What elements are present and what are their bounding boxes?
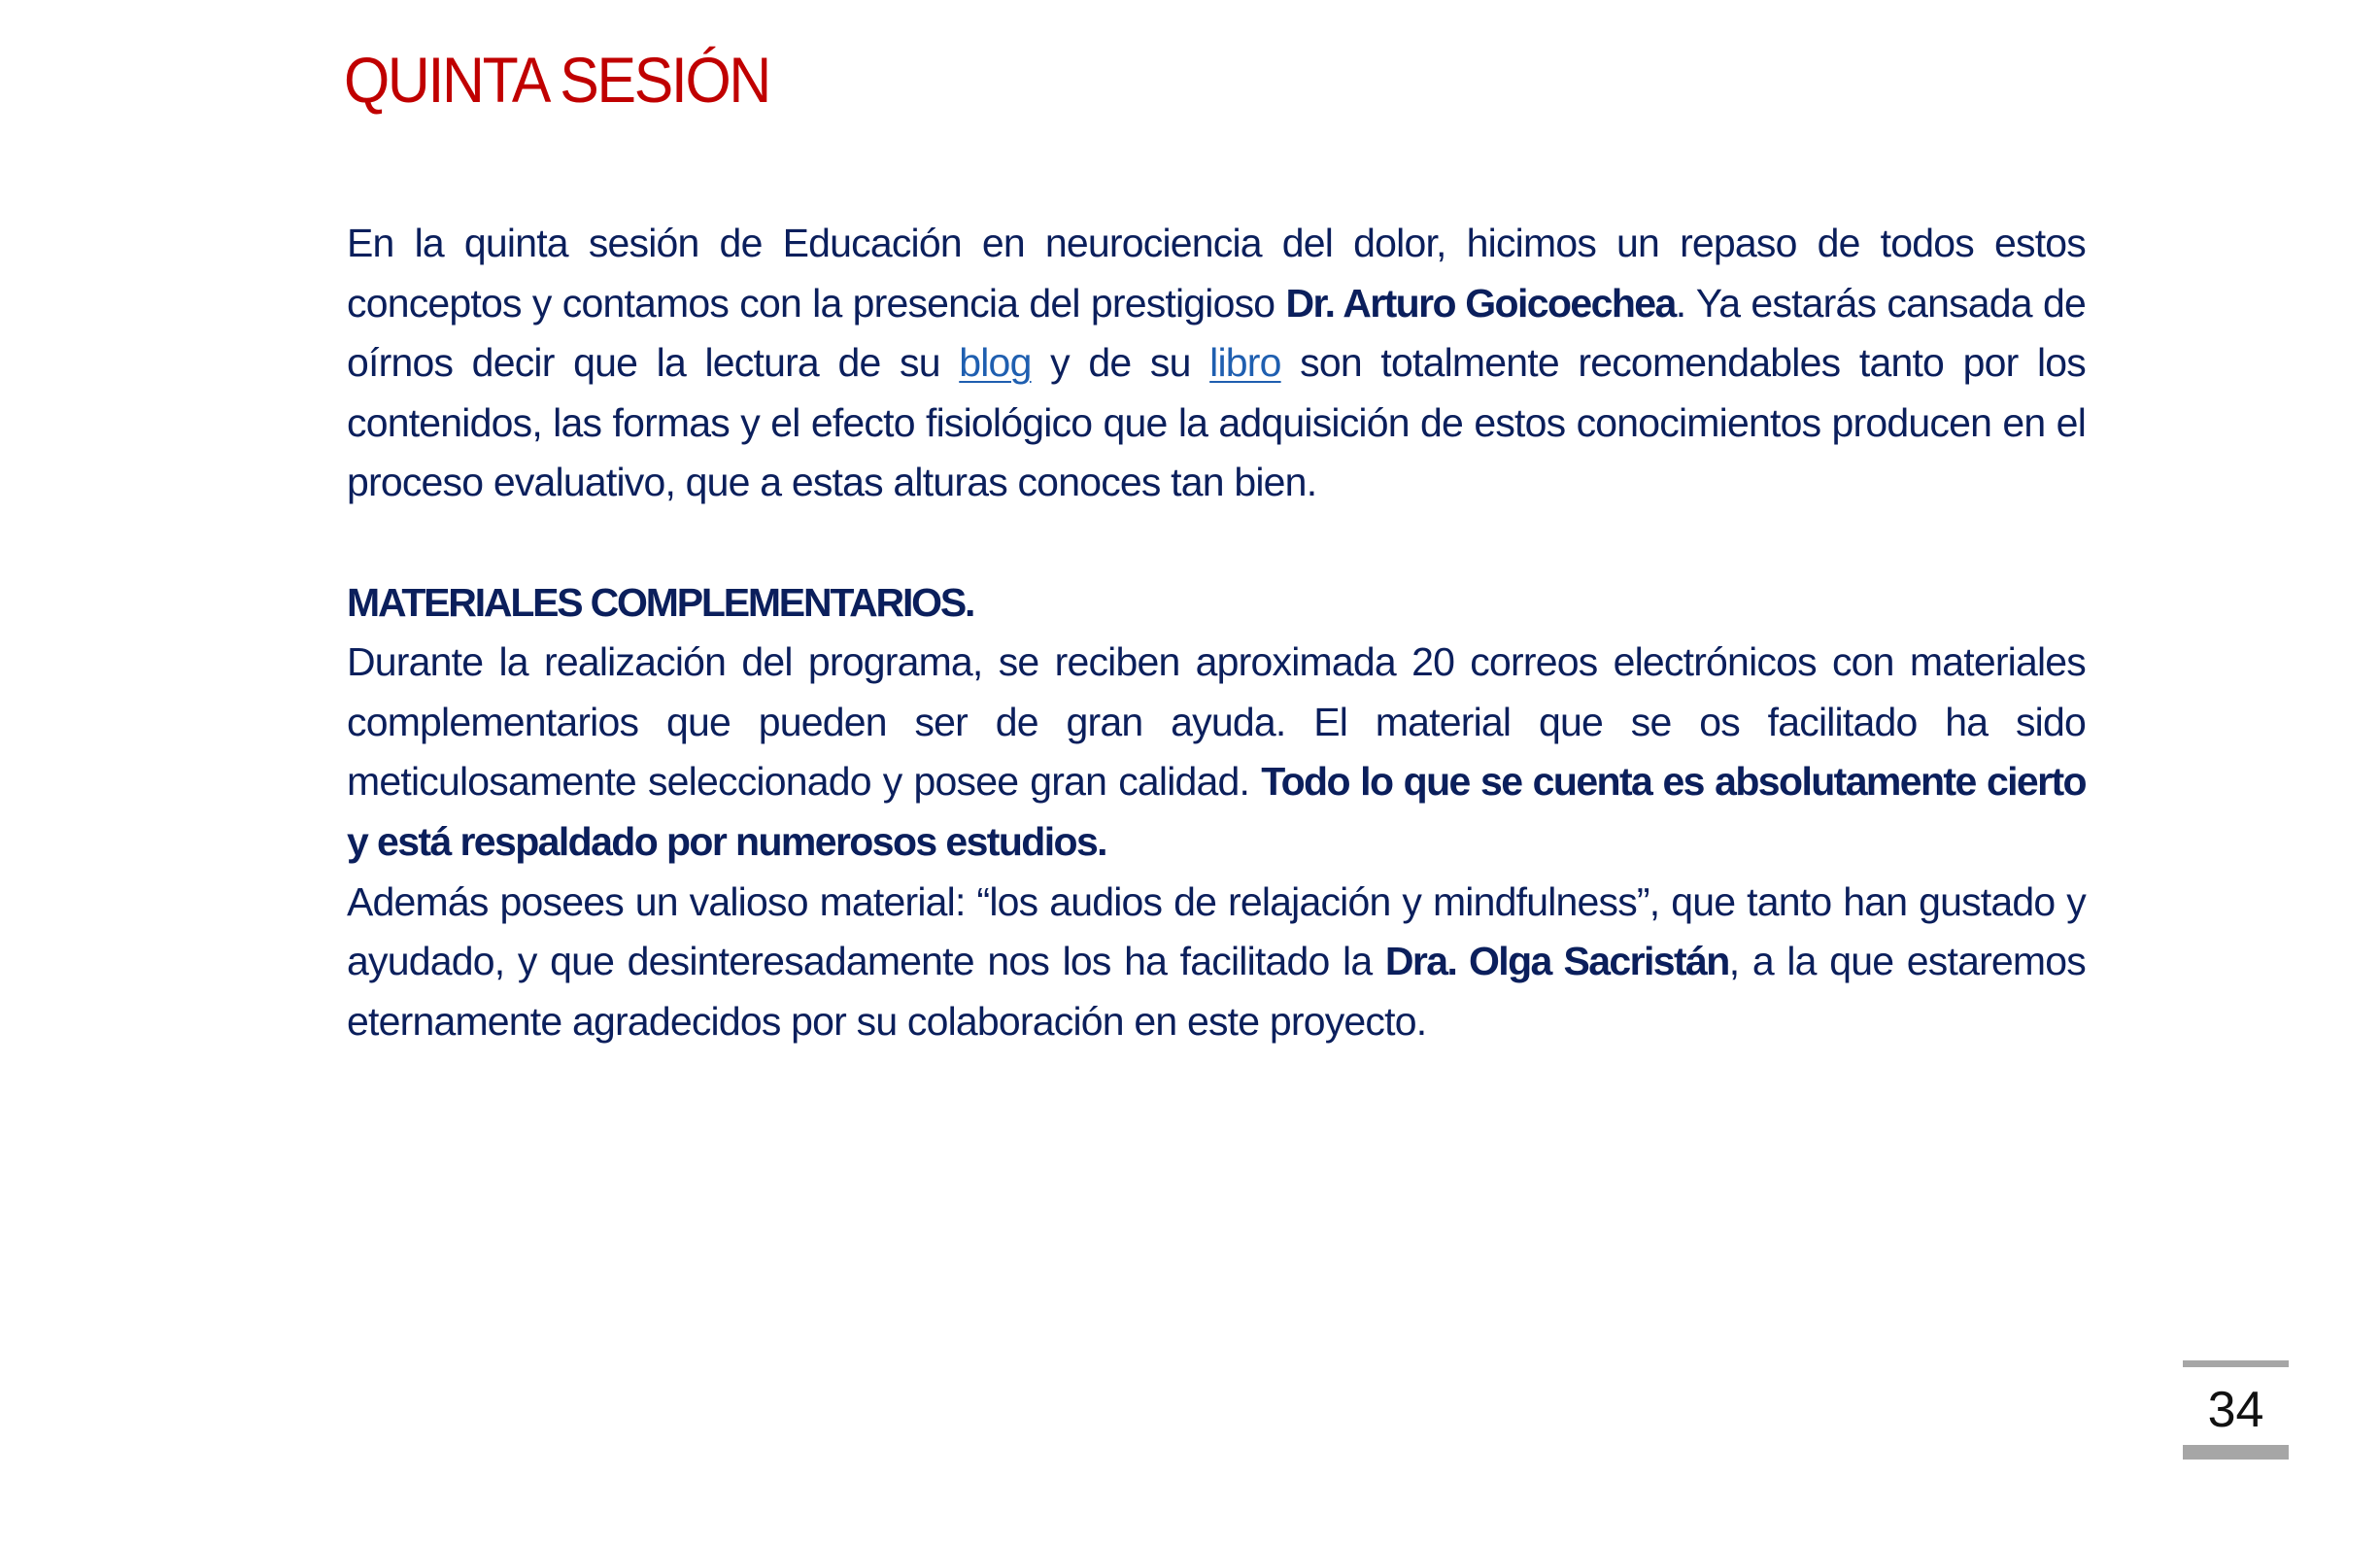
paragraph-intro	[347, 214, 2086, 513]
section-heading: MATERIALES COMPLEMENTARIOS.	[347, 579, 974, 625]
libro-link[interactable]: libro	[1209, 340, 1281, 386]
paragraph-spacer	[347, 513, 2086, 573]
bold-name-goicoechea: Dr. Arturo Goicoechea	[1285, 280, 1676, 326]
page-number-box	[2183, 1360, 2289, 1461]
text-run: Durante la realización del programa, se reciben aproximada 20 correos electrónicos con materiales complementarios que pueden ser de gran ayuda. El material que se os facilitado ha sido meticulosamente seleccionado y posee gran calidad.	[347, 639, 2086, 805]
page-number: 34	[2207, 1382, 2264, 1438]
paragraph-audios	[347, 873, 2086, 1052]
page-number-top-bar	[2183, 1360, 2289, 1367]
body-content	[347, 214, 2086, 1051]
text-run: . Ya estarás cansada de oírnos decir que la lectura de su	[347, 280, 2086, 386]
text-run: , a la que estaremos eternamente agradecidos por su colaboración en este proyecto.	[347, 939, 2086, 1044]
text-run: son totalmente recomendables tanto por los contenidos, las formas y el efecto fisiológico que la adquisición de estos conocimientos producen en el proceso evaluativo, que a estas alturas conoces tan bien.	[347, 340, 2086, 505]
bold-name-sacristan: Dra. Olga Sacristán	[1384, 939, 1729, 984]
page-title: QUINTA SESIÓN	[344, 44, 769, 116]
text-run: y de su	[1031, 340, 1210, 386]
page-number-bottom-bar	[2183, 1445, 2289, 1460]
paragraph-materials	[347, 633, 2086, 872]
blog-link[interactable]: blog	[959, 340, 1032, 386]
text-run: Además posees un valioso material: “los audios de relajación y mindfulness”, que tanto han gustado y ayudado, y que desinteresadamente nos los ha facilitado la	[347, 878, 2086, 984]
text-run: En la quinta sesión de Educación en neurociencia del dolor, hicimos un repaso de todos estos conceptos y contamos con la presencia del prestigioso	[347, 221, 2086, 326]
bold-statement: Todo lo que se cuenta es absolutamente cierto y está respaldado por numerosos estudios.	[347, 759, 2086, 864]
